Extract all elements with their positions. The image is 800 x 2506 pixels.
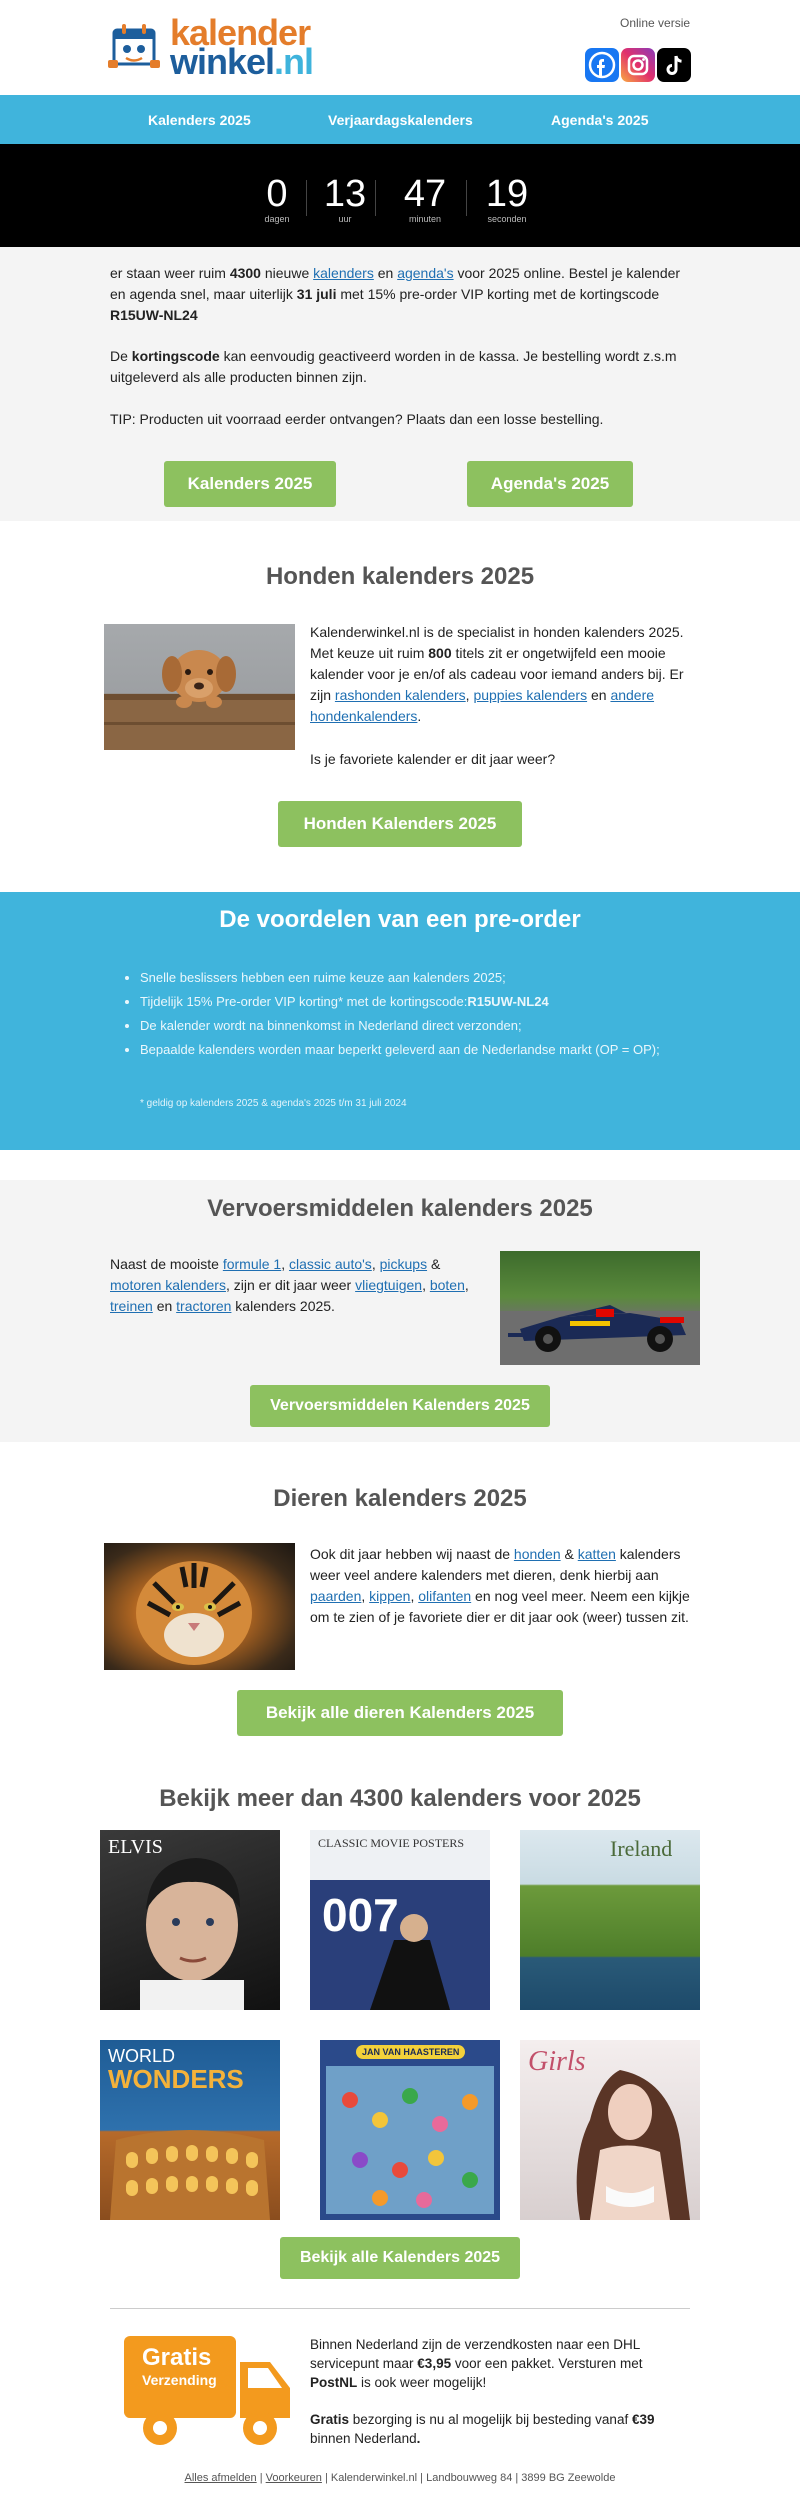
dieren-text: , xyxy=(361,1588,370,1604)
vervoer-text: Naast de mooiste xyxy=(110,1256,223,1272)
classic-autos-link[interactable]: classic auto's xyxy=(288,1256,372,1272)
dieren-text: en nog veel meer. Neem een kijkje om te zien of je favoriete dier er dit jaar ook (weer) tussen zit. xyxy=(310,1588,690,1625)
kortingscode-label: kortingscode xyxy=(131,348,220,364)
puppies-link[interactable]: puppies kalenders xyxy=(473,687,588,703)
countdown-days-value: 0 xyxy=(266,173,288,215)
jan-van-haasteren-tile[interactable] xyxy=(320,2040,500,2220)
intro-section xyxy=(0,247,800,521)
dieren-title: Dieren kalenders 2025 xyxy=(273,1485,527,1512)
vervoersmiddelen-button[interactable]: Vervoersmiddelen Kalenders 2025 xyxy=(250,1385,550,1427)
countdown-timer xyxy=(0,144,800,247)
vervoer-text: en xyxy=(152,1298,177,1314)
world-wonders-tile[interactable] xyxy=(100,2040,280,2220)
paarden-link[interactable]: paarden xyxy=(310,1588,362,1604)
honden-text: en xyxy=(587,687,611,703)
preorder-item: • De kalender wordt na binnenkomst in Nederland direct verzonden; xyxy=(140,1016,680,1036)
classic-movie-posters-tile[interactable] xyxy=(310,1830,490,2010)
vervoer-text: , xyxy=(371,1256,380,1272)
tip-paragraph: TIP: Producten uit voorraad eerder ontvangen? Plaats dan een losse bestelling. xyxy=(110,411,604,427)
intro-text: en xyxy=(373,265,398,281)
countdown-seconds-value: 19 xyxy=(485,173,529,215)
countdown-separator xyxy=(375,180,376,216)
footer-address: Kalenderwinkel.nl | Landbouwweg 84 | 3899 BG Zeewolde xyxy=(330,2472,616,2484)
kortingscode-paragraph xyxy=(110,346,695,388)
elvis-calendar-tile[interactable] xyxy=(100,1830,280,2010)
katten-link[interactable]: katten xyxy=(577,1546,616,1562)
shipping-paragraph xyxy=(310,2335,690,2392)
preorder-item-text: Tijdelijk 15% Pre-order VIP korting* met de kortingscode: xyxy=(140,994,468,1009)
intro-text: kan eenvoudig geactiveerd worden in de kassa. Je bestelling wordt z.s.m uitgeleverd als alle producten binnen zijn. xyxy=(110,348,677,385)
honden-question: Is je favoriete kalender er dit jaar weer? xyxy=(310,751,556,767)
countdown-hours-label: uur xyxy=(338,214,352,224)
shipping-text: binnen Nederland xyxy=(310,2431,417,2446)
honden-text: Kalenderwinkel.nl is de specialist in honden kalenders 2025. Met keuze uit ruim xyxy=(310,624,684,661)
formule1-link[interactable]: formule 1 xyxy=(222,1256,282,1272)
intro-count: 4300 xyxy=(229,265,261,281)
kalenderwinkel-logo[interactable] xyxy=(104,12,336,82)
countdown-separator xyxy=(306,180,307,216)
countdown-hours xyxy=(316,173,374,224)
preorder-section xyxy=(0,892,800,1150)
honden-kalenders-button[interactable]: Honden Kalenders 2025 xyxy=(278,801,522,847)
vervoer-text: & xyxy=(427,1256,441,1272)
dieren-text: & xyxy=(560,1546,578,1562)
shipping-price: €3,95 xyxy=(417,2356,452,2371)
logo-text-bottom: winkel xyxy=(170,41,275,82)
preorder-code: R15UW-NL24 xyxy=(467,994,549,1009)
shipping-text: Binnen Nederland zijn de verzendkosten naar een DHL servicepunt maar xyxy=(310,2337,640,2371)
agendas-link[interactable]: agenda's xyxy=(397,265,454,281)
motoren-link[interactable]: motoren kalenders xyxy=(110,1277,226,1293)
countdown-days-label: dagen xyxy=(264,214,290,224)
honden-text: , xyxy=(465,687,474,703)
girls-calendar-tile[interactable] xyxy=(520,2040,700,2220)
deadline-date: 31 juli xyxy=(296,286,337,302)
dieren-kalenders-button[interactable]: Bekijk alle dieren Kalenders 2025 xyxy=(237,1690,563,1736)
shipping-text: bezorging is nu al mogelijk bij besteding vanaf xyxy=(349,2412,632,2427)
pickups-link[interactable]: pickups xyxy=(379,1256,428,1272)
countdown-seconds xyxy=(478,173,536,224)
footer-separator: | xyxy=(256,2472,266,2484)
top-navigation xyxy=(0,95,800,144)
dieren-paragraph xyxy=(310,1544,690,1628)
vervoer-text: , xyxy=(422,1277,430,1293)
alle-kalenders-button[interactable]: Bekijk alle Kalenders 2025 xyxy=(280,2237,520,2279)
honden-text: . xyxy=(417,708,422,724)
section-divider xyxy=(110,2308,690,2309)
dieren-text: , xyxy=(410,1588,419,1604)
andere-hondenkalenders-link[interactable]: andere hondenkalenders xyxy=(310,687,655,724)
online-versie-link[interactable]: Online versie xyxy=(620,16,691,30)
ireland-tile-label: Ireland xyxy=(610,1836,673,1861)
treinen-link[interactable]: treinen xyxy=(110,1298,153,1314)
countdown-hours-value: 13 xyxy=(323,173,367,215)
gratis-bezorging-paragraph xyxy=(310,2410,690,2448)
calendar-mascot-icon xyxy=(104,20,166,74)
nav-agendas-2025[interactable]: Agenda's 2025 xyxy=(551,112,649,128)
vervoer-paragraph xyxy=(110,1254,478,1317)
vervoer-text: , xyxy=(281,1256,289,1272)
instagram-icon[interactable] xyxy=(621,48,655,82)
logo-text-top: kalender xyxy=(170,12,311,53)
intro-text: voor 2025 online. Bestel je kalender en agenda snel, maar uiterlijk xyxy=(110,265,681,302)
tiger-image[interactable] xyxy=(104,1543,295,1670)
afmelden-link[interactable]: Alles afmelden xyxy=(184,2472,257,2484)
vervoer-title: Vervoersmiddelen kalenders 2025 xyxy=(207,1195,593,1222)
postnl-label: PostNL xyxy=(310,2375,358,2390)
footer-separator: | xyxy=(321,2472,331,2484)
kippen-link[interactable]: kippen xyxy=(369,1588,411,1604)
countdown-seconds-label: seconden xyxy=(487,214,527,224)
nav-kalenders-2025[interactable]: Kalenders 2025 xyxy=(148,112,251,128)
intro-text: De xyxy=(110,348,132,364)
movie-tile-label: CLASSIC MOVIE POSTERS xyxy=(318,1836,465,1850)
meer-title: Bekijk meer dan 4300 kalenders voor 2025 xyxy=(159,1785,641,1812)
tractoren-link[interactable]: tractoren xyxy=(176,1298,232,1314)
agendas-2025-button[interactable]: Agenda's 2025 xyxy=(467,461,633,507)
truck-line2: Verzending xyxy=(142,2372,217,2388)
intro-text: nieuwe xyxy=(260,265,314,281)
dieren-text: kalenders weer veel andere kalenders met dieren, denk hierbij aan xyxy=(310,1546,681,1583)
logo-text-tld: .nl xyxy=(274,41,314,82)
free-threshold: €39 xyxy=(631,2412,655,2427)
honden-text: titels zit er ongetwijfeld een mooie kalender voor je en/of als cadeau voor iemand anders bij. Er zijn xyxy=(310,645,684,703)
gratis-verzending-truck xyxy=(124,2336,292,2448)
intro-text: er staan weer ruim xyxy=(110,265,230,281)
kalenders-link[interactable]: kalenders xyxy=(313,265,374,281)
vervoer-text: , xyxy=(464,1277,469,1293)
preorder-item xyxy=(140,992,680,1012)
countdown-minutes-label: minuten xyxy=(408,214,442,224)
ireland-calendar-tile[interactable] xyxy=(520,1830,700,2010)
elvis-tile-label: ELVIS xyxy=(108,1836,163,1858)
email-header xyxy=(0,0,800,95)
countdown-minutes-value: 47 xyxy=(403,173,447,215)
shipping-text: . xyxy=(416,2431,421,2446)
preorder-item: • Snelle beslissers hebben een ruime keuze aan kalenders 2025; xyxy=(140,968,680,988)
countdown-days xyxy=(248,173,306,224)
facebook-icon[interactable] xyxy=(585,48,619,82)
olifanten-link[interactable]: olifanten xyxy=(418,1588,472,1604)
preorder-footnote: * geldig op kalenders 2025 & agenda's 2025 t/m 31 juli 2024 xyxy=(140,1098,407,1109)
rashonden-link[interactable]: rashonden kalenders xyxy=(334,687,466,703)
world-tile-label: WORLD xyxy=(108,2046,175,2066)
boten-link[interactable]: boten xyxy=(429,1277,465,1293)
honden-title: Honden kalenders 2025 xyxy=(265,563,535,590)
shipping-text: voor een pakket. Versturen met xyxy=(451,2356,643,2371)
gratis-label: Gratis xyxy=(310,2412,350,2427)
discount-code: R15UW-NL24 xyxy=(110,307,198,323)
vliegtuigen-link[interactable]: vliegtuigen xyxy=(355,1277,423,1293)
wonders-tile-sub: WONDERS xyxy=(108,2064,244,2094)
preorder-list xyxy=(140,968,680,1064)
movie-tile-sub: 007 xyxy=(322,1889,399,1941)
countdown-separator xyxy=(466,180,467,216)
honden-paragraph xyxy=(310,622,690,727)
haasteren-tile-label: JAN VAN HAASTEREN xyxy=(356,2045,465,2059)
countdown-minutes xyxy=(396,173,454,224)
honden-link[interactable]: honden xyxy=(513,1546,561,1562)
tiktok-icon[interactable] xyxy=(657,48,691,82)
footer xyxy=(0,2472,800,2484)
shipping-text: is ook weer mogelijk! xyxy=(357,2375,487,2390)
honden-count: 800 xyxy=(428,645,452,661)
intro-paragraph xyxy=(110,263,695,326)
dieren-text: Ook dit jaar hebben wij naast de xyxy=(310,1546,514,1562)
formula1-car-image[interactable] xyxy=(500,1251,700,1365)
intro-text: met 15% pre-order VIP korting met de kortingscode xyxy=(336,286,660,302)
preorder-item: • Bepaalde kalenders worden maar beperkt geleverd aan de Nederlandse markt (OP = OP); xyxy=(140,1040,680,1060)
truck-line1: Gratis xyxy=(142,2344,212,2371)
voorkeuren-link[interactable]: Voorkeuren xyxy=(265,2472,322,2484)
preorder-title: De voordelen van een pre-order xyxy=(219,906,581,933)
vervoer-text: , zijn er dit jaar weer xyxy=(225,1277,356,1293)
vervoer-text: kalenders 2025. xyxy=(231,1298,335,1314)
kalenders-2025-button[interactable]: Kalenders 2025 xyxy=(164,461,336,507)
puppy-image[interactable] xyxy=(104,624,295,750)
girls-tile-label: Girls xyxy=(528,2046,586,2077)
nav-verjaardagskalenders[interactable]: Verjaardagskalenders xyxy=(328,112,473,128)
